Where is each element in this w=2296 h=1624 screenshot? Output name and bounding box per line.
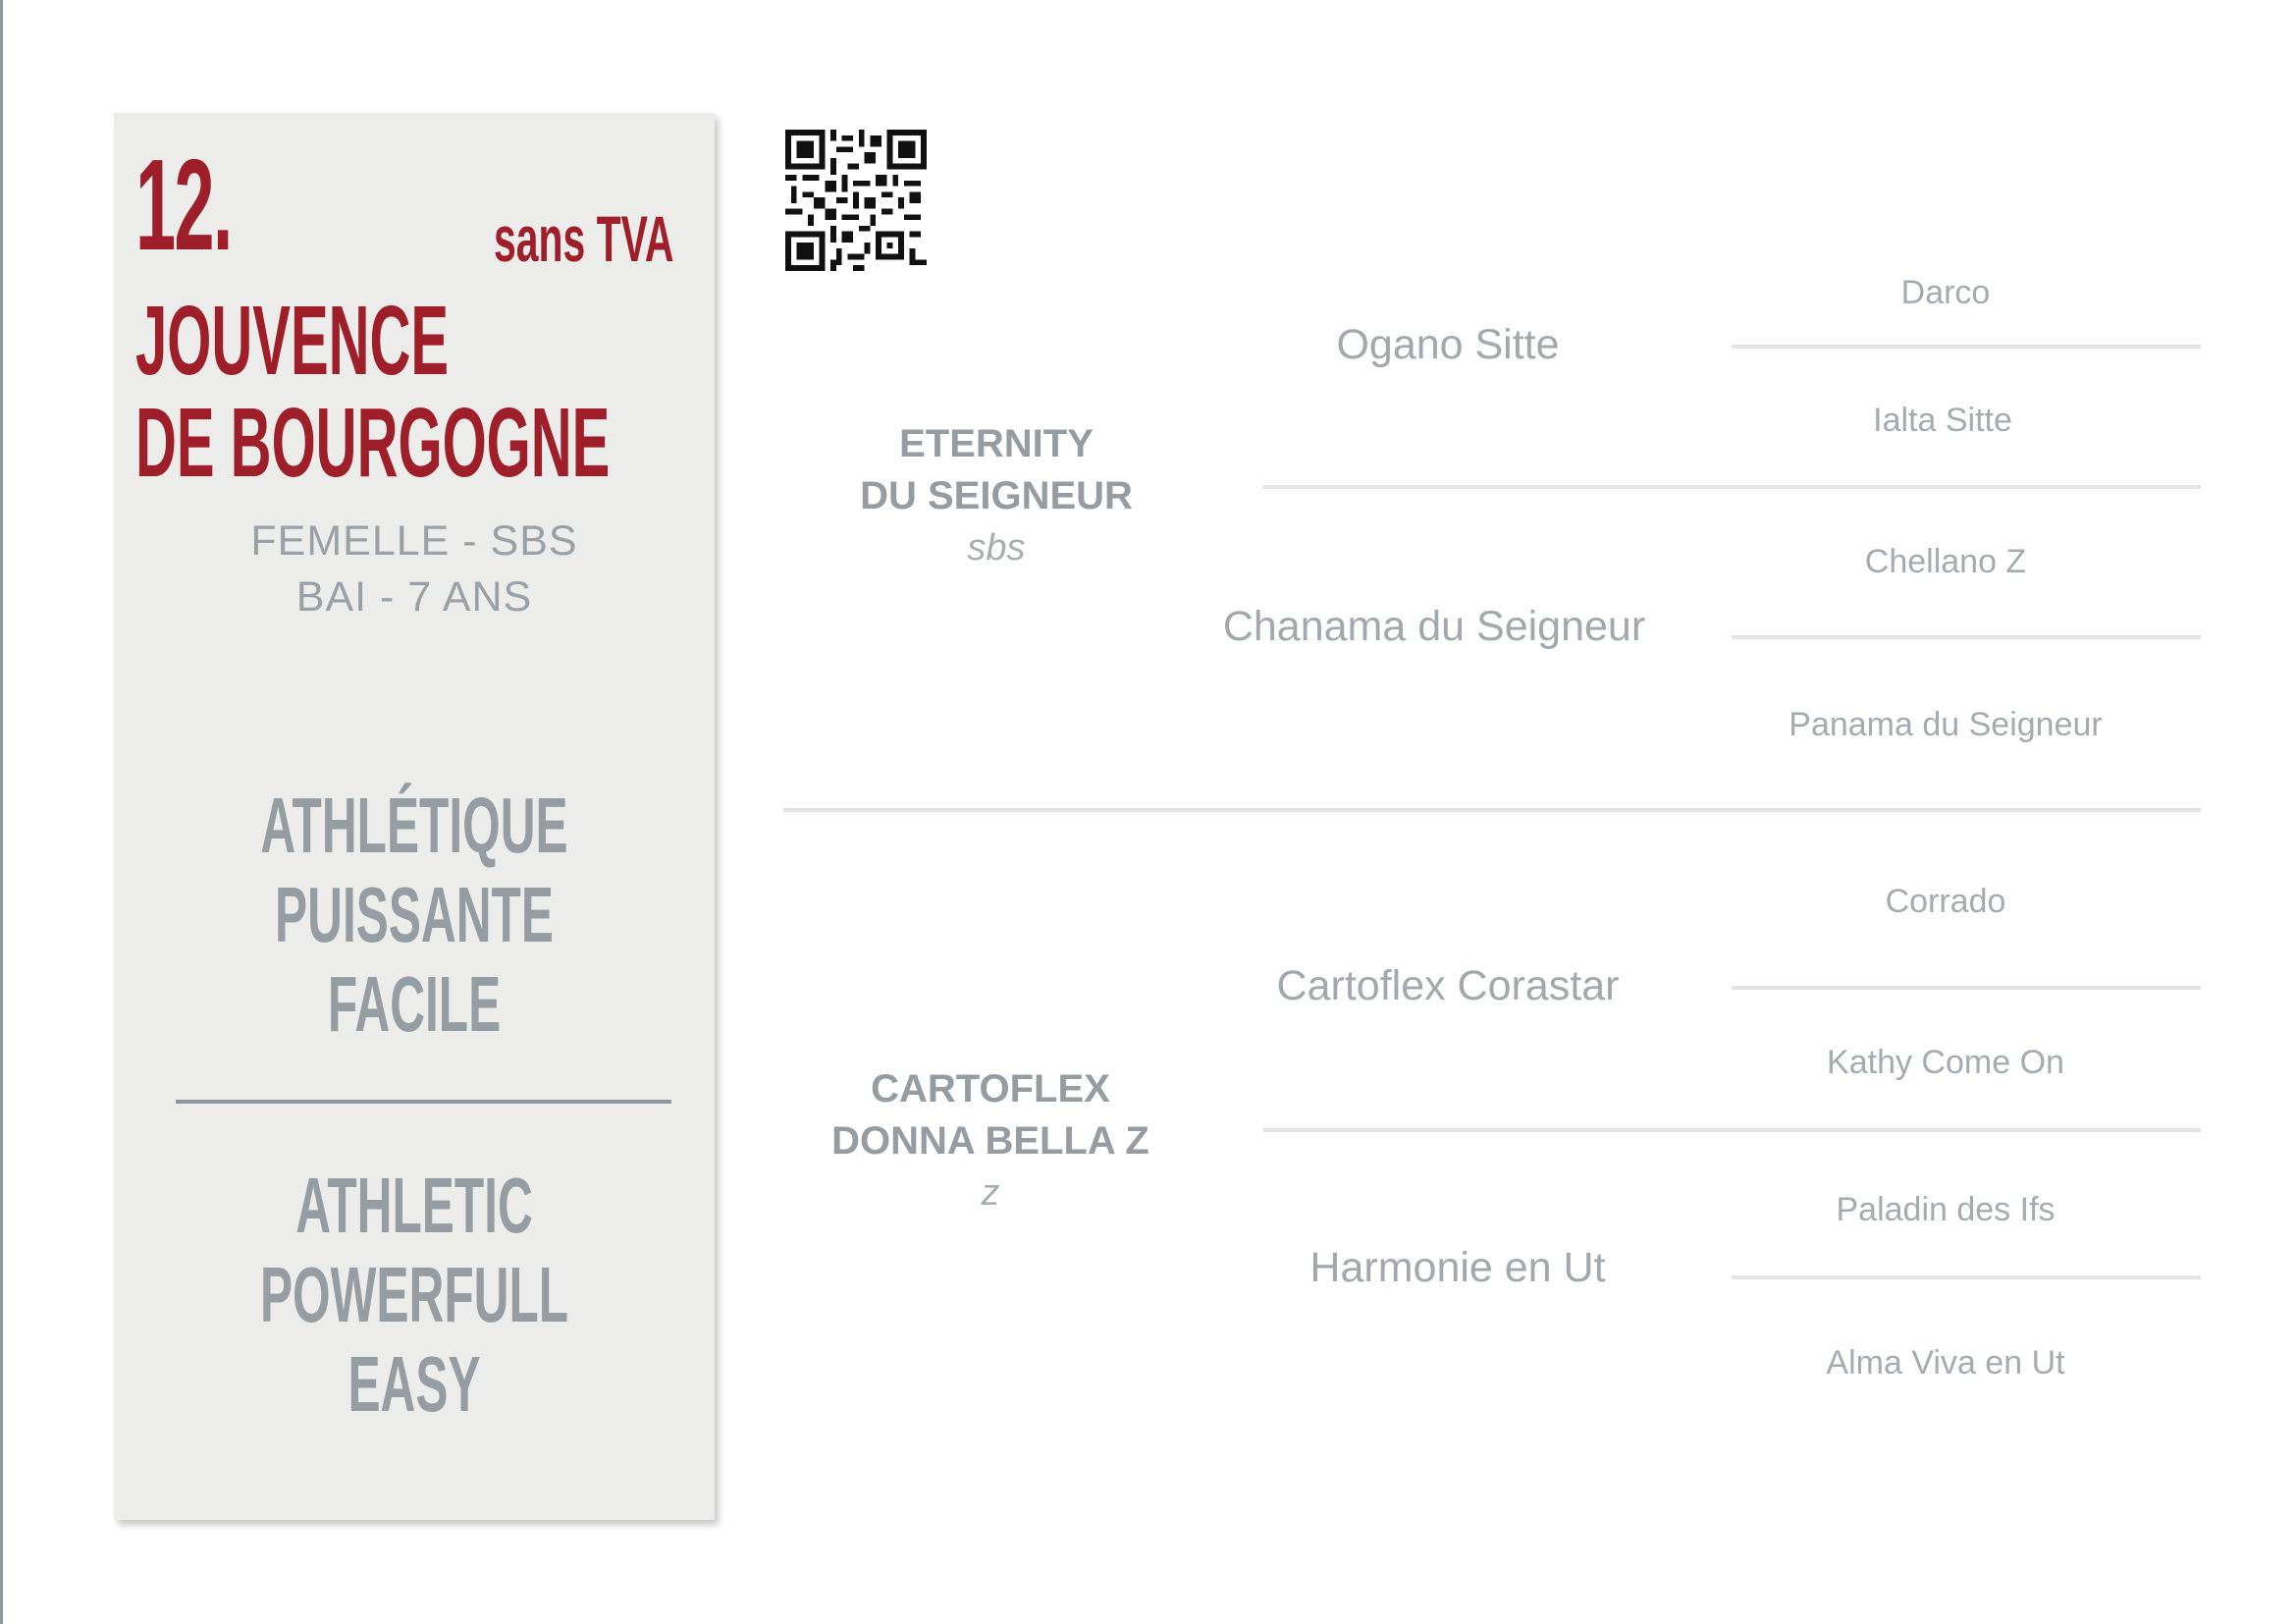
pedigree-rule bbox=[1732, 986, 2201, 990]
sire-dam-name: Chanama du Seigneur bbox=[1222, 603, 1646, 650]
trait-en-1: ATHLETIC bbox=[295, 1162, 533, 1249]
trait-fr-1: ATHLÉTIQUE bbox=[260, 782, 568, 869]
sex-breed: FEMELLE - SBS bbox=[250, 517, 578, 565]
pedigree-rule bbox=[1263, 1128, 2201, 1132]
pedigree-rule bbox=[1732, 1275, 2201, 1279]
colour-age: BAI - 7 ANS bbox=[295, 573, 533, 621]
traits-english bbox=[114, 1161, 715, 1429]
qr-code[interactable] bbox=[785, 130, 927, 271]
dam-sire-sire: Corrado bbox=[1885, 883, 2006, 920]
pedigree-rule bbox=[1732, 635, 2201, 639]
lot-info-panel bbox=[114, 113, 715, 1520]
horse-name bbox=[135, 286, 611, 498]
sire-name-line2: DU SEIGNEUR bbox=[860, 474, 1133, 517]
sire-dam-sire: Chellano Z bbox=[1864, 543, 2027, 580]
pedigree-rule bbox=[1732, 345, 2201, 349]
pedigree-rule bbox=[783, 808, 2201, 812]
pedigree-rule bbox=[1263, 485, 2201, 489]
dam-dam-dam: Alma Viva en Ut bbox=[1826, 1344, 2065, 1381]
dam-name bbox=[794, 1063, 1187, 1218]
dam-sire-name: Cartoflex Corastar bbox=[1276, 962, 1620, 1009]
dam-dam-sire: Paladin des Ifs bbox=[1836, 1191, 2056, 1228]
horse-details bbox=[114, 514, 715, 625]
panel-divider bbox=[176, 1100, 671, 1104]
vat-label: sans TVA bbox=[494, 202, 674, 275]
trait-fr-2: PUISSANTE bbox=[275, 871, 554, 958]
horse-name-line2: DE BOURGOGNE bbox=[135, 388, 611, 498]
horse-name-line1: JOUVENCE bbox=[135, 286, 450, 396]
sire-name-line1: ETERNITY bbox=[899, 422, 1094, 465]
sire-name bbox=[800, 418, 1193, 573]
lot-number: 12. bbox=[135, 133, 232, 277]
dam-breed: z bbox=[981, 1172, 1000, 1214]
trait-fr-3: FACILE bbox=[327, 960, 502, 1048]
dam-dam-name: Harmonie en Ut bbox=[1309, 1244, 1606, 1291]
sire-dam-dam: Panama du Seigneur bbox=[1789, 706, 2103, 743]
traits-french bbox=[114, 781, 715, 1049]
dam-name-line1: CARTOFLEX bbox=[871, 1067, 1110, 1110]
trait-en-2: POWERFULL bbox=[259, 1251, 569, 1338]
trait-en-3: EASY bbox=[347, 1340, 481, 1428]
dam-name-line2: DONNA BELLA Z bbox=[831, 1119, 1149, 1163]
sire-sire-name: Ogano Sitte bbox=[1336, 321, 1560, 368]
dam-sire-dam: Kathy Come On bbox=[1827, 1044, 2064, 1081]
sire-sire-dam: Ialta Sitte bbox=[1873, 402, 2012, 439]
sire-breed: sbs bbox=[967, 527, 1026, 568]
sire-sire-sire: Darco bbox=[1900, 274, 1991, 311]
